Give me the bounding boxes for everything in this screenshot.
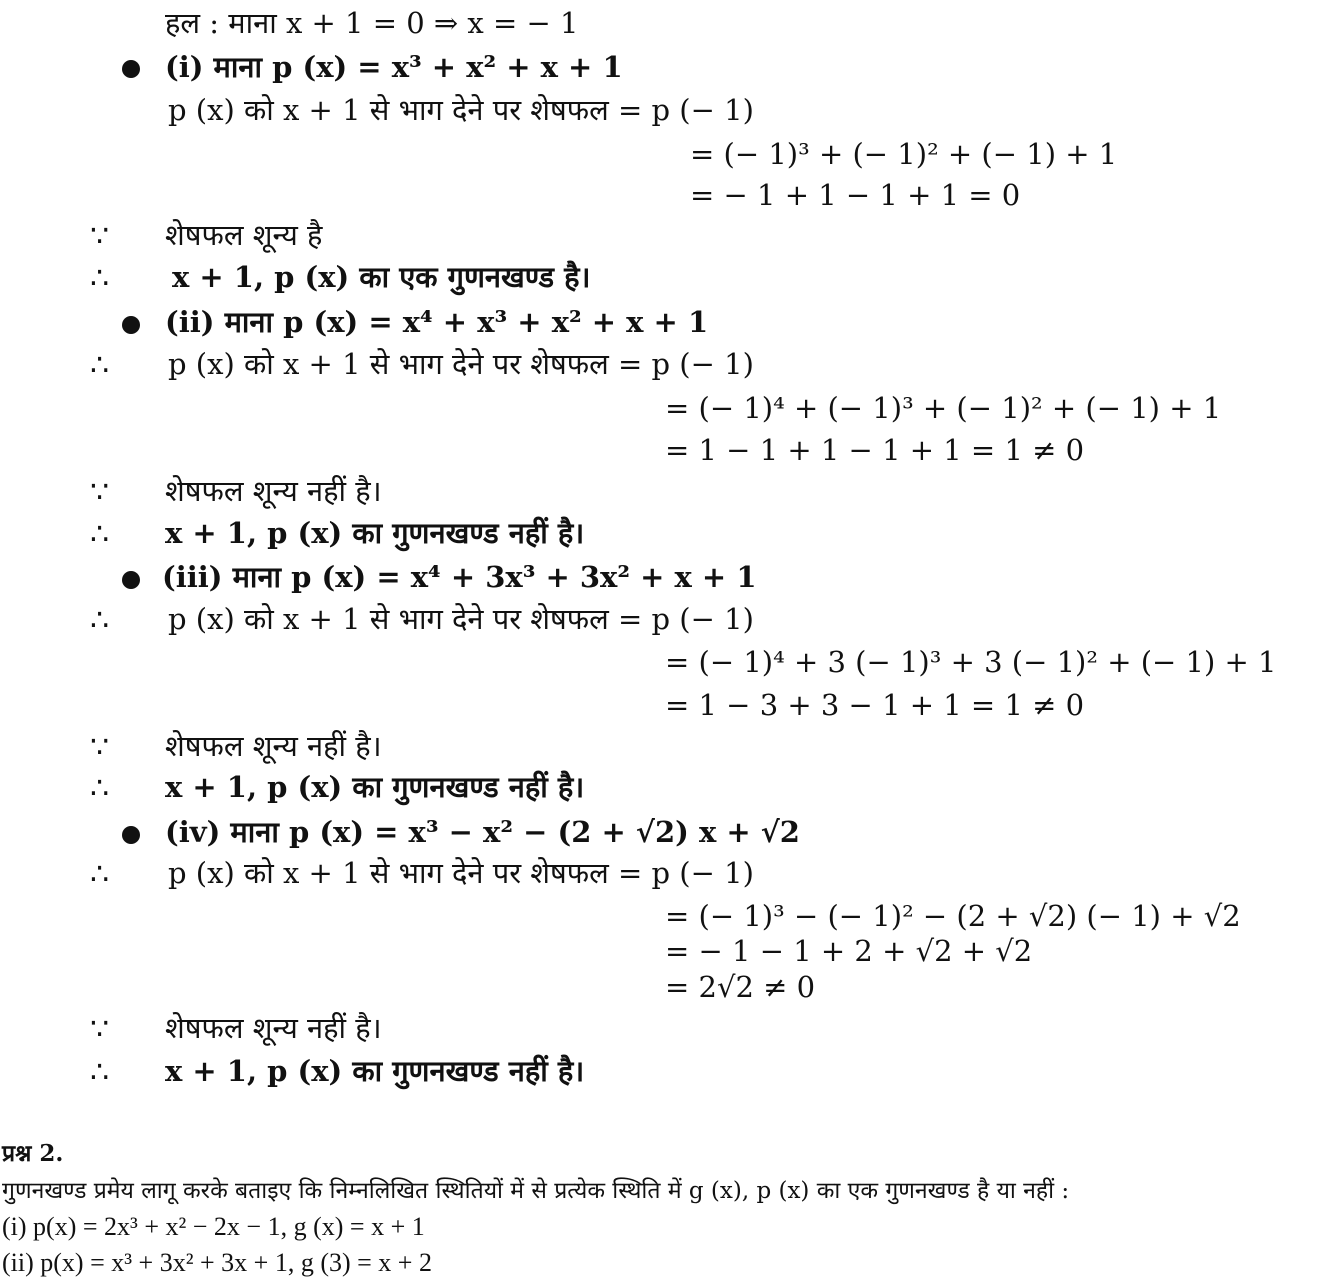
part-iii-step-1: = (− 1)⁴ + 3 (− 1)³ + 3 (− 1)² + (− 1) + 1 (665, 645, 1277, 679)
part-i-conclusion: x + 1, p (x) का एक गुणनखण्ड है। (172, 260, 591, 294)
part-ii-step-1: = (− 1)⁴ + (− 1)³ + (− 1)² + (− 1) + 1 (665, 391, 1222, 425)
part-iv-remainder: p (x) को x + 1 से भाग देने पर शेषफल = p (− 1) (168, 856, 754, 890)
part-iii-step-2: = 1 − 3 + 3 − 1 + 1 = 1 ≠ 0 (665, 688, 1085, 722)
therefore-symbol: ∴ (90, 771, 110, 806)
question-item-ii: (ii) p(x) = x³ + 3x² + 3x + 1, g (3) = x + 2 (2, 1248, 432, 1277)
therefore-symbol: ∴ (90, 517, 110, 552)
part-iv-conclusion: x + 1, p (x) का गुणनखण्ड नहीं है। (165, 1054, 585, 1088)
bullet-icon (122, 826, 140, 844)
because-symbol: ∵ (90, 475, 110, 510)
part-ii-since: शेषफल शून्य नहीं है। (165, 474, 382, 508)
part-ii-remainder: p (x) को x + 1 से भाग देने पर शेषफल = p (− 1) (168, 347, 754, 381)
part-iii-since: शेषफल शून्य नहीं है। (165, 729, 382, 763)
therefore-symbol: ∴ (90, 348, 110, 383)
part-iii-head: (iii) माना p (x) = x⁴ + 3x³ + 3x² + x + 1 (162, 560, 757, 594)
part-iv-step-2: = − 1 − 1 + 2 + √2 + √2 (665, 934, 1033, 968)
part-i-step-2: = − 1 + 1 − 1 + 1 = 0 (690, 178, 1021, 212)
bullet-icon (122, 60, 140, 78)
part-i-step-1: = (− 1)³ + (− 1)² + (− 1) + 1 (690, 137, 1118, 171)
part-iv-step-1: = (− 1)³ − (− 1)² − (2 + √2) (− 1) + √2 (665, 899, 1241, 933)
question-title: प्रश्न 2. (2, 1140, 64, 1167)
bullet-icon (122, 571, 140, 589)
part-iv-since: शेषफल शून्य नहीं है। (165, 1011, 382, 1045)
part-ii-head: (ii) माना p (x) = x⁴ + x³ + x² + x + 1 (165, 305, 709, 339)
because-symbol: ∵ (90, 730, 110, 765)
part-iii-remainder: p (x) को x + 1 से भाग देने पर शेषफल = p (− 1) (168, 602, 754, 636)
therefore-symbol: ∴ (90, 857, 110, 892)
part-i-remainder: p (x) को x + 1 से भाग देने पर शेषफल = p (− 1) (168, 93, 754, 127)
part-iv-step-3: = 2√2 ≠ 0 (665, 970, 816, 1004)
question-item-i: (i) p(x) = 2x³ + x² − 2x − 1, g (x) = x + 1 (2, 1212, 425, 1241)
therefore-symbol: ∴ (90, 261, 110, 296)
part-ii-step-2: = 1 − 1 + 1 − 1 + 1 = 1 ≠ 0 (665, 433, 1085, 467)
question-text: गुणनखण्ड प्रमेय लागू करके बताइए कि निम्नलिखित स्थितियों में से प्रत्येक स्थिति में g (x), p (x) का एक गुणनखण्ड है या नहीं : (2, 1178, 1070, 1204)
therefore-symbol: ∴ (90, 603, 110, 638)
part-ii-conclusion: x + 1, p (x) का गुणनखण्ड नहीं है। (165, 516, 585, 550)
part-i-since: शेषफल शून्य है (165, 218, 323, 252)
therefore-symbol: ∴ (90, 1055, 110, 1090)
solution-intro: हल : माना x + 1 = 0 ⇒ x = − 1 (165, 6, 579, 40)
because-symbol: ∵ (90, 219, 110, 254)
bullet-icon (122, 316, 140, 334)
because-symbol: ∵ (90, 1012, 110, 1047)
part-iii-conclusion: x + 1, p (x) का गुणनखण्ड नहीं है। (165, 770, 585, 804)
part-i-head: (i) माना p (x) = x³ + x² + x + 1 (165, 50, 623, 84)
part-iv-head: (iv) माना p (x) = x³ − x² − (2 + √2) x + √2 (165, 815, 800, 849)
